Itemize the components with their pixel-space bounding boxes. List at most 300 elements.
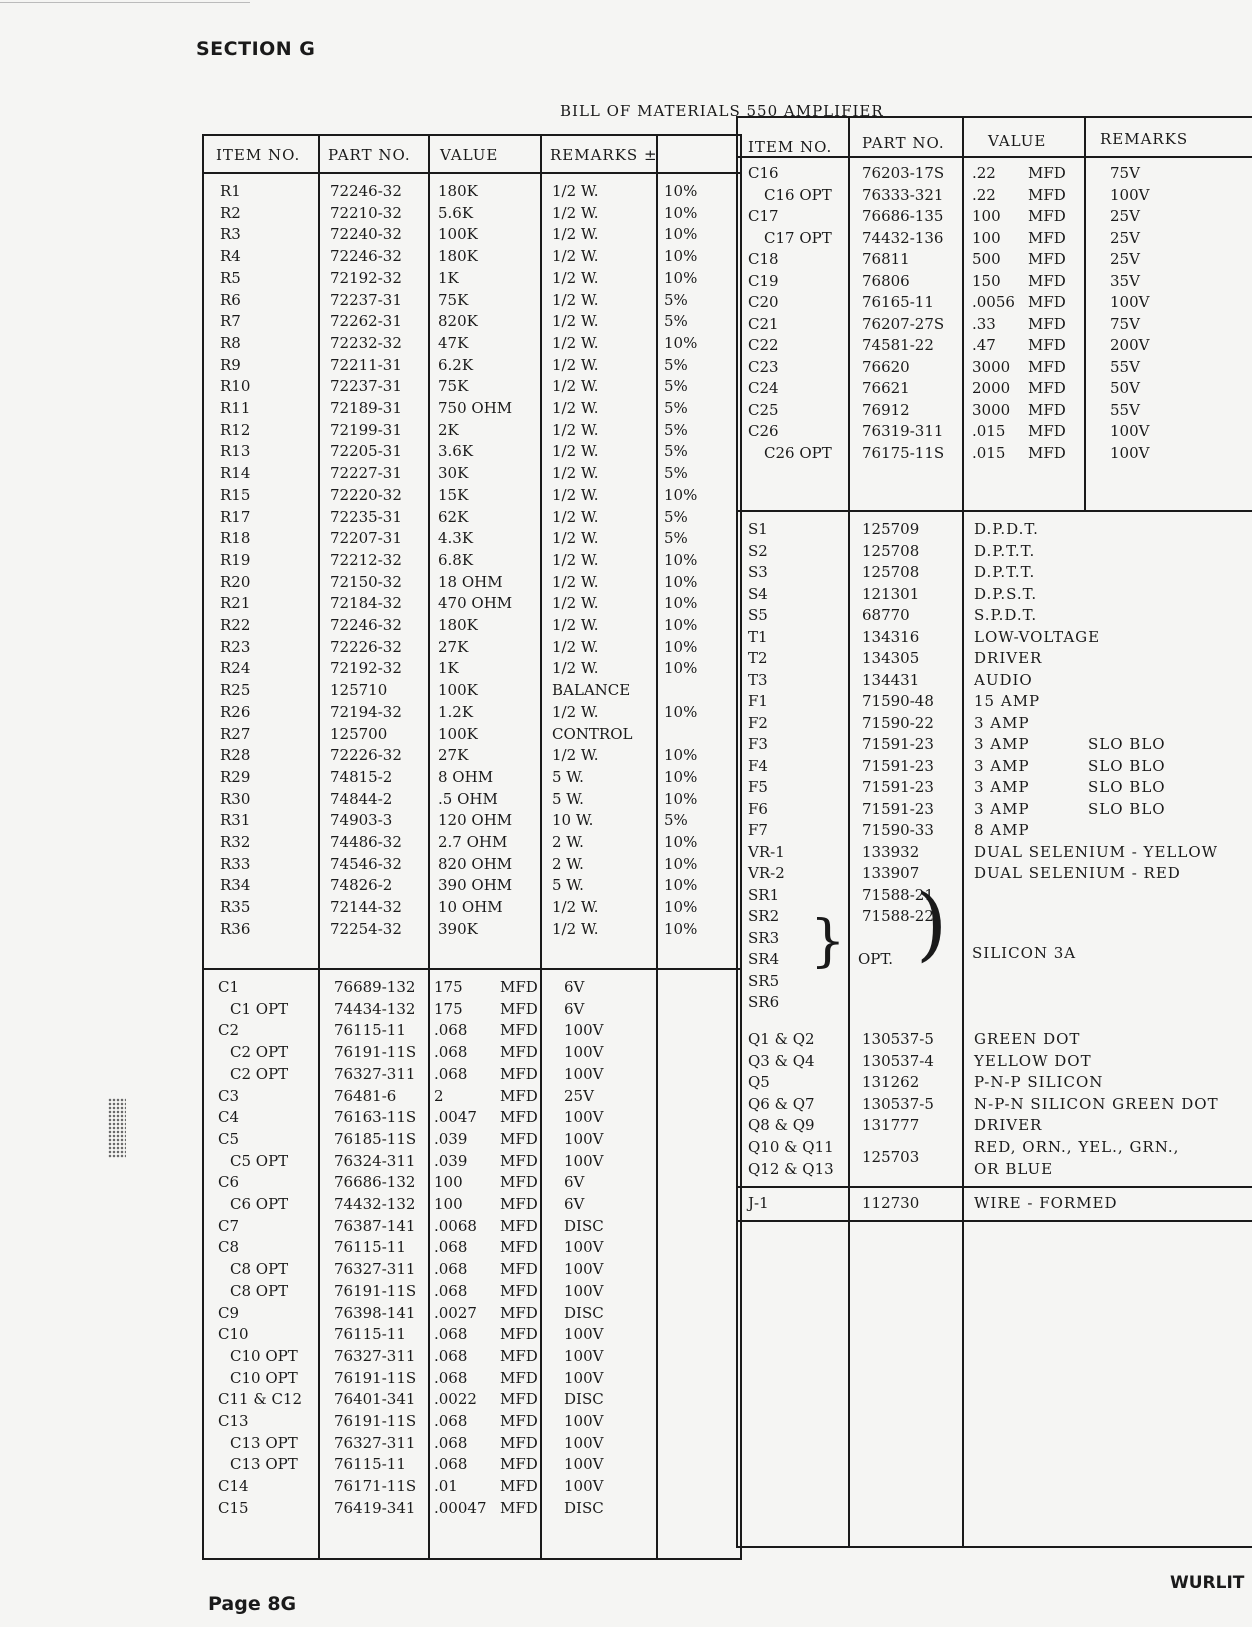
unit: MFD — [500, 1368, 538, 1387]
item-no: F1 — [748, 692, 768, 710]
value: .068 — [434, 1433, 468, 1452]
value: 4.3K — [438, 529, 474, 548]
part-no: 76333-321 — [862, 185, 944, 204]
remarks: 75V — [1110, 314, 1140, 333]
item-no: C17 — [748, 207, 779, 225]
capacitor-row — [738, 420, 1252, 442]
unit: MFD — [500, 1346, 538, 1365]
unit: MFD — [1028, 357, 1066, 376]
value: .068 — [434, 1043, 468, 1062]
item-no: R30 — [220, 789, 251, 808]
unit: MFD — [500, 1303, 538, 1322]
capacitor-row — [738, 399, 1252, 421]
right-table — [736, 116, 1252, 1548]
item-no: C19 — [748, 271, 779, 290]
lt-header-part: PART NO. — [328, 146, 411, 164]
item-no: R32 — [220, 833, 251, 851]
value: 3000 — [972, 357, 1011, 376]
value: .068 — [434, 1455, 468, 1474]
value: .015 — [972, 443, 1006, 462]
item-no: R13 — [220, 442, 251, 461]
unit: MFD — [500, 1043, 538, 1062]
value: .0022 — [434, 1390, 477, 1409]
tolerance: 10% — [664, 247, 698, 266]
item-no: R8 — [220, 333, 241, 352]
item-no: F5 — [748, 778, 768, 796]
unit: MFD — [500, 1151, 538, 1170]
remarks: 100V — [564, 1151, 604, 1170]
part-no: 125709 — [862, 520, 920, 538]
part-no: 72246-32 — [330, 247, 402, 266]
item-no: C23 — [748, 357, 779, 376]
item-no: R3 — [220, 225, 241, 244]
part-no: 72210-32 — [330, 203, 402, 222]
section-divider — [738, 510, 1252, 512]
item-no: SR1 — [748, 885, 780, 904]
part-no: 134316 — [862, 627, 920, 646]
value: P-N-P SILICON — [974, 1073, 1104, 1091]
value: 2000 — [972, 379, 1011, 397]
item-no: VR-2 — [748, 864, 785, 882]
part-no: 72199-31 — [330, 420, 402, 439]
part-no: 76191-11S — [334, 1368, 417, 1387]
value: N-P-N SILICON GREEN DOT — [974, 1094, 1219, 1113]
remarks: 100V — [564, 1129, 604, 1148]
tolerance: 10% — [664, 876, 698, 895]
item-no: C16 OPT — [764, 185, 832, 204]
item-no: F6 — [748, 799, 768, 818]
part-no: 76165-11 — [862, 293, 934, 311]
resistor-row — [204, 896, 740, 918]
value: .068 — [434, 1238, 468, 1257]
value: 75K — [438, 377, 469, 396]
remarks: 1/2 W. — [552, 746, 599, 765]
value: 470 OHM — [438, 594, 513, 613]
remarks: 1/2 W. — [552, 355, 599, 374]
tolerance: 10% — [664, 333, 698, 352]
tolerance: 5% — [664, 399, 688, 417]
part-no: 76185-11S — [334, 1129, 417, 1148]
part-no: 76203-17S — [862, 164, 945, 182]
item-no: R26 — [220, 702, 251, 721]
item-no: R31 — [220, 811, 251, 830]
part-no: 71591-23 — [862, 799, 934, 818]
remarks: SLO BLO — [1088, 799, 1166, 818]
unit: MFD — [1028, 228, 1066, 247]
item-no: C18 — [748, 250, 779, 268]
item-no: C11 & C12 — [218, 1390, 303, 1409]
value: .01 — [434, 1477, 458, 1496]
item-no: R25 — [220, 681, 251, 700]
part-no: 72237-31 — [330, 290, 402, 309]
section-divider — [204, 968, 740, 970]
part-no: 72144-32 — [330, 898, 402, 917]
capacitor-row — [204, 976, 740, 998]
jack-item: J-1 — [748, 1194, 769, 1212]
part-no: 74826-2 — [330, 876, 393, 895]
item-no: C26 — [748, 422, 779, 440]
tolerance: 10% — [664, 789, 698, 808]
item-no: C22 — [748, 336, 779, 354]
parts-row — [738, 991, 1252, 1013]
part-no: 76115-11 — [334, 1238, 406, 1257]
remarks: 100V — [564, 1368, 604, 1387]
part-no: 72212-32 — [330, 550, 402, 569]
value: S.P.D.T. — [974, 606, 1038, 624]
value: 6.8K — [438, 550, 474, 569]
value: 1.2K — [438, 702, 474, 721]
item-no: Q3 & Q4 — [748, 1051, 815, 1070]
item-no: C5 OPT — [230, 1151, 289, 1170]
item-no: Q5 — [748, 1073, 770, 1091]
resistor-row — [204, 614, 740, 636]
resistor-row — [204, 636, 740, 658]
capacitor-row — [204, 1345, 740, 1367]
sr-group-value: SILICON 3A — [972, 944, 1077, 962]
item-no: C15 — [218, 1498, 249, 1517]
unit: MFD — [500, 1216, 538, 1235]
part-no: 76191-11S — [334, 1281, 417, 1300]
item-no: F2 — [748, 713, 768, 732]
part-no: 72226-32 — [330, 746, 402, 765]
capacitor-row — [204, 1150, 740, 1172]
capacitor-row — [204, 1453, 740, 1475]
item-no: C10 OPT — [230, 1368, 298, 1387]
item-no: C3 — [218, 1086, 240, 1105]
remarks: DISC — [564, 1216, 604, 1235]
item-no: R18 — [220, 529, 251, 548]
part-no: 130537-5 — [862, 1030, 934, 1048]
item-no: R19 — [220, 550, 251, 569]
remarks: 1/2 W. — [552, 594, 599, 613]
item-no: C24 — [748, 379, 779, 397]
remarks: 100V — [1110, 443, 1150, 462]
tolerance: 5% — [664, 464, 688, 483]
value: LOW-VOLTAGE — [974, 627, 1101, 646]
item-no: R34 — [220, 876, 251, 895]
value: DRIVER — [974, 649, 1043, 667]
item-no: T1 — [748, 627, 768, 646]
value: 750 OHM — [438, 399, 513, 417]
unit: MFD — [500, 1129, 538, 1148]
item-no: F7 — [748, 821, 768, 839]
unit: MFD — [500, 1281, 538, 1300]
remarks: 1/2 W. — [552, 333, 599, 352]
unit: MFD — [1028, 422, 1066, 440]
value: DUAL SELENIUM - RED — [974, 864, 1181, 882]
remarks: 55V — [1110, 357, 1140, 376]
remarks: 5 W. — [552, 789, 584, 808]
remarks: 6V — [564, 1195, 585, 1213]
transistor-row — [738, 1028, 1252, 1050]
capacitor-row — [204, 1041, 740, 1063]
unit: MFD — [500, 1086, 538, 1105]
part-no: 76912 — [862, 400, 910, 419]
value: .00047 — [434, 1498, 487, 1517]
remarks: 55V — [1110, 400, 1140, 419]
item-no: SR3 — [748, 928, 780, 947]
capacitor-row — [204, 1388, 740, 1410]
resistor-row — [204, 506, 740, 528]
item-no: R20 — [220, 572, 251, 591]
unit: MFD — [1028, 250, 1066, 268]
remarks: 1/2 W. — [552, 702, 599, 721]
remarks: 1/2 W. — [552, 659, 599, 678]
item-no: R4 — [220, 247, 241, 266]
part-no: 76171-11S — [334, 1477, 417, 1496]
remarks: 1/2 W. — [552, 377, 599, 396]
resistor-row — [204, 831, 740, 853]
unit: MFD — [1028, 314, 1066, 333]
resistor-row — [204, 310, 740, 332]
value: .039 — [434, 1129, 468, 1148]
resistor-row — [204, 245, 740, 267]
rt-header-value: VALUE — [988, 132, 1047, 150]
item-no: C20 — [748, 293, 779, 311]
item-no: R15 — [220, 485, 251, 504]
item-no: SR6 — [748, 993, 780, 1011]
capacitor-row — [204, 1497, 740, 1519]
value: .039 — [434, 1151, 468, 1170]
remarks: 1/2 W. — [552, 420, 599, 439]
remarks: DISC — [564, 1303, 604, 1322]
tolerance: 10% — [664, 594, 698, 613]
transistor-row — [738, 1071, 1252, 1093]
value: D.P.S.T. — [974, 584, 1038, 603]
remarks: CONTROL — [552, 724, 633, 743]
remarks: 25V — [1110, 250, 1140, 268]
item-no: R33 — [220, 854, 251, 873]
remarks: 1/2 W. — [552, 290, 599, 309]
resistor-row — [204, 462, 740, 484]
part-no: 76324-311 — [334, 1151, 416, 1170]
value: 390K — [438, 919, 478, 938]
q-group-item: Q10 & Q11 — [748, 1138, 834, 1156]
part-no: 76191-11S — [334, 1412, 417, 1430]
part-no: 130537-4 — [862, 1051, 934, 1070]
part-no: 74844-2 — [330, 789, 393, 808]
value: DRIVER — [974, 1116, 1043, 1134]
value: D.P.T.T. — [974, 541, 1036, 560]
capacitor-row — [738, 377, 1252, 399]
part-no: 130537-5 — [862, 1094, 934, 1113]
item-no: F3 — [748, 735, 768, 753]
unit: MFD — [500, 1455, 538, 1474]
part-no: 74815-2 — [330, 767, 393, 786]
item-no: C9 — [218, 1303, 240, 1322]
part-no: 72207-31 — [330, 529, 402, 548]
capacitor-row — [204, 1236, 740, 1258]
resistor-row — [204, 701, 740, 723]
remarks: 100V — [564, 1238, 604, 1257]
item-no: SR5 — [748, 971, 780, 990]
parts-row — [738, 583, 1252, 605]
capacitor-row — [204, 998, 740, 1020]
value: YELLOW DOT — [974, 1051, 1092, 1070]
item-no: C13 OPT — [230, 1455, 298, 1474]
parts-row — [738, 626, 1252, 648]
item-no: T2 — [748, 649, 768, 667]
resistor-row — [204, 853, 740, 875]
part-no: 74546-32 — [330, 854, 402, 873]
unit: MFD — [1028, 293, 1066, 311]
parts-row — [738, 712, 1252, 734]
part-no: 76398-141 — [334, 1303, 416, 1322]
tolerance: 10% — [664, 746, 698, 765]
part-no: 72194-32 — [330, 702, 402, 721]
part-no: 72205-31 — [330, 442, 402, 461]
unit: MFD — [500, 1477, 538, 1496]
remarks: 100V — [564, 1477, 604, 1496]
value: .068 — [434, 1368, 468, 1387]
part-no: 72192-32 — [330, 659, 402, 678]
tolerance: 10% — [664, 203, 698, 222]
parts-row — [738, 669, 1252, 691]
remarks: 25V — [564, 1086, 594, 1105]
value: .068 — [434, 1325, 468, 1344]
remarks: 100V — [564, 1260, 604, 1279]
part-no: 71590-22 — [862, 713, 934, 732]
item-no: C2 — [218, 1021, 240, 1040]
capacitor-row — [738, 205, 1252, 227]
item-no: C8 OPT — [230, 1281, 289, 1300]
resistor-row — [204, 375, 740, 397]
unit: MFD — [500, 1173, 538, 1192]
resistor-row — [204, 484, 740, 506]
tolerance: 5% — [664, 312, 688, 331]
remarks: 100V — [1110, 422, 1150, 440]
item-no: S3 — [748, 563, 768, 581]
part-no: 76401-341 — [334, 1390, 416, 1409]
q-group-value: OR BLUE — [974, 1160, 1054, 1178]
part-no: 76327-311 — [334, 1064, 416, 1083]
parts-row — [738, 755, 1252, 777]
part-no: 72246-32 — [330, 616, 402, 634]
remarks: 1/2 W. — [552, 485, 599, 504]
resistor-row — [204, 744, 740, 766]
tolerance: 5% — [664, 442, 688, 461]
resistor-row — [204, 809, 740, 831]
part-no: 72211-31 — [330, 355, 402, 374]
value: 6.2K — [438, 355, 474, 374]
item-no: C2 OPT — [230, 1043, 289, 1062]
parts-row — [738, 862, 1252, 884]
value: .0047 — [434, 1108, 477, 1127]
part-no: 76806 — [862, 271, 910, 290]
header-divider — [204, 172, 740, 174]
remarks: 100V — [564, 1108, 604, 1127]
item-no: C25 — [748, 400, 779, 419]
unit: MFD — [1028, 185, 1066, 204]
value: 3000 — [972, 400, 1011, 419]
parts-row — [738, 518, 1252, 540]
value: 3 AMP — [974, 735, 1030, 753]
item-no: C1 — [218, 978, 240, 996]
item-no: Q6 & Q7 — [748, 1094, 815, 1113]
capacitor-row — [738, 356, 1252, 378]
item-no: T3 — [748, 670, 768, 689]
capacitor-row — [738, 291, 1252, 313]
brace-left: } — [810, 909, 846, 974]
part-no: 74581-22 — [862, 336, 934, 354]
tolerance: 5% — [664, 355, 688, 374]
value: GREEN DOT — [974, 1030, 1081, 1048]
remarks: 1/2 W. — [552, 919, 599, 938]
value: 100K — [438, 724, 478, 743]
part-no: 71591-23 — [862, 756, 934, 775]
value: 1K — [438, 268, 459, 287]
unit: MFD — [500, 1108, 538, 1127]
header-divider — [738, 156, 1252, 158]
part-no: 72237-31 — [330, 377, 402, 396]
value: .015 — [972, 422, 1006, 440]
parts-row — [738, 819, 1252, 841]
value: 820K — [438, 312, 478, 331]
unit: MFD — [1028, 164, 1066, 182]
part-no: 68770 — [862, 606, 910, 624]
remarks: 5 W. — [552, 876, 584, 895]
part-no: 71591-23 — [862, 778, 934, 796]
resistor-row — [204, 657, 740, 679]
unit: MFD — [500, 1238, 538, 1257]
tolerance: 5% — [664, 290, 688, 309]
value: DUAL SELENIUM - YELLOW — [974, 842, 1219, 861]
q-group-row — [738, 1158, 1252, 1180]
item-no: S2 — [748, 541, 768, 560]
part-no: 72227-31 — [330, 464, 402, 483]
remarks: 1/2 W. — [552, 442, 599, 461]
resistor-row — [204, 354, 740, 376]
remarks: 1/2 W. — [552, 529, 599, 548]
part-no: 74486-32 — [330, 833, 402, 851]
value: 180K — [438, 247, 478, 266]
part-no: 71591-23 — [862, 735, 934, 753]
q-group-value: RED, ORN., YEL., GRN., — [974, 1138, 1180, 1156]
remarks: 1/2 W. — [552, 572, 599, 591]
item-no: Q1 & Q2 — [748, 1030, 815, 1048]
parts-row — [738, 690, 1252, 712]
brace-sr-parts: ) — [916, 877, 948, 970]
item-no: C13 — [218, 1412, 249, 1430]
remarks: 100V — [564, 1021, 604, 1040]
transistor-row — [738, 1050, 1252, 1072]
transistor-row — [738, 1093, 1252, 1115]
tolerance: 10% — [664, 919, 698, 938]
resistor-row — [204, 397, 740, 419]
remarks: 10 W. — [552, 811, 594, 830]
part-no: 74432-132 — [334, 1195, 416, 1213]
value: 100K — [438, 681, 478, 700]
part-no: 76387-141 — [334, 1216, 416, 1235]
part-no: 74434-132 — [334, 999, 416, 1018]
remarks: 1/2 W. — [552, 507, 599, 526]
value: 2 — [434, 1086, 444, 1105]
unit: MFD — [500, 1195, 538, 1213]
tolerance: 10% — [664, 485, 698, 504]
remarks: 1/2 W. — [552, 898, 599, 917]
capacitor-row — [738, 270, 1252, 292]
part-no: 71588-22 — [862, 907, 934, 925]
value: .068 — [434, 1260, 468, 1279]
item-no: R12 — [220, 420, 251, 439]
part-no: 125708 — [862, 541, 920, 560]
part-no: 134305 — [862, 649, 920, 667]
parts-row — [738, 540, 1252, 562]
unit: MFD — [1028, 336, 1066, 354]
value: 1K — [438, 659, 459, 678]
value: 3 AMP — [974, 799, 1030, 818]
left-table — [202, 134, 742, 1560]
